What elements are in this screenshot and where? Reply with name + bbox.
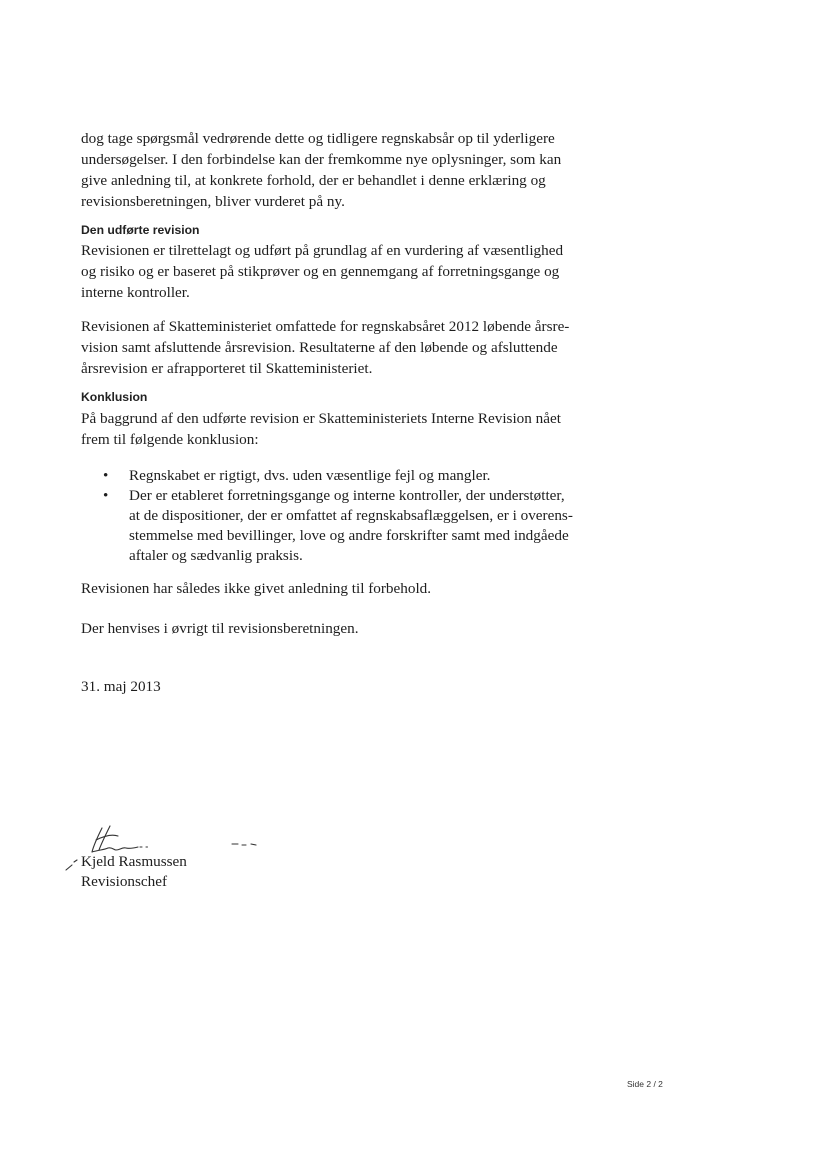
- reference-statement: Der henvises i øvrigt til revisionsberetningen.: [81, 620, 359, 637]
- intro-line: revisionsberetningen, bliver vurderet på ny.: [81, 193, 345, 210]
- intro-line: undersøgelser. I den forbindelse kan der fremkomme nye oplysninger, som kan: [81, 151, 562, 168]
- audit-p2-line: Revisionen af Skatteministeriet omfattede for regnskabsåret 2012 løbende årsre-: [81, 318, 570, 335]
- audit-p1-line: og risiko og er baseret på stikprøver og en gennemgang af forretningsgange og: [81, 263, 560, 280]
- bullet-line: stemmelse med bevillinger, love og andre forskrifter samt med indgåede: [129, 527, 569, 544]
- conclusion-bullet-list: [81, 466, 626, 566]
- heading-conclusion: Konklusion: [81, 390, 148, 404]
- bullet-icon: •: [103, 467, 109, 484]
- document-date: 31. maj 2013: [81, 678, 161, 695]
- list-item: [81, 486, 626, 566]
- audit-paragraph-2: [81, 316, 621, 379]
- signatory-name: Kjeld Rasmussen: [81, 853, 187, 870]
- bullet-icon: •: [103, 487, 109, 504]
- list-item: [81, 466, 626, 486]
- conclusion-line: frem til følgende konklusion:: [81, 431, 259, 448]
- audit-paragraph-1: [81, 240, 621, 303]
- no-reservation-statement: Revisionen har således ikke givet anledning til forbehold.: [81, 580, 432, 597]
- conclusion-paragraph: [81, 408, 621, 450]
- intro-line: dog tage spørgsmål vedrørende dette og tidligere regnskabsår op til yderligere: [81, 130, 555, 147]
- bullet-line: aftaler og sædvanlig praksis.: [129, 547, 303, 564]
- signatory-title: Revisionschef: [81, 873, 168, 890]
- audit-p1-line: Revisionen er tilrettelagt og udført på grundlag af en vurdering af væsentlighed: [81, 242, 564, 259]
- bullet-line: at de dispositioner, der er omfattet af regnskabsaflæggelsen, er i overens-: [129, 507, 573, 524]
- audit-p1-line: interne kontroller.: [81, 284, 190, 301]
- page-number: Side 2 / 2: [627, 1079, 663, 1089]
- bullet-line: Der er etableret forretningsgange og interne kontroller, der understøtter,: [129, 487, 565, 504]
- conclusion-line: På baggrund af den udførte revision er Skatteministeriets Interne Revision nået: [81, 410, 561, 427]
- audit-p2-line: vision samt afsluttende årsrevision. Resultaterne af den løbende og afsluttende: [81, 339, 558, 356]
- heading-audit: Den udførte revision: [81, 223, 200, 237]
- intro-paragraph: [81, 128, 621, 212]
- intro-line: give anledning til, at konkrete forhold, der er behandlet i denne erklæring og: [81, 172, 546, 189]
- bullet-line: Regnskabet er rigtigt, dvs. uden væsentlige fejl og mangler.: [129, 467, 491, 484]
- audit-p2-line: årsrevision er afrapporteret til Skatteministeriet.: [81, 360, 373, 377]
